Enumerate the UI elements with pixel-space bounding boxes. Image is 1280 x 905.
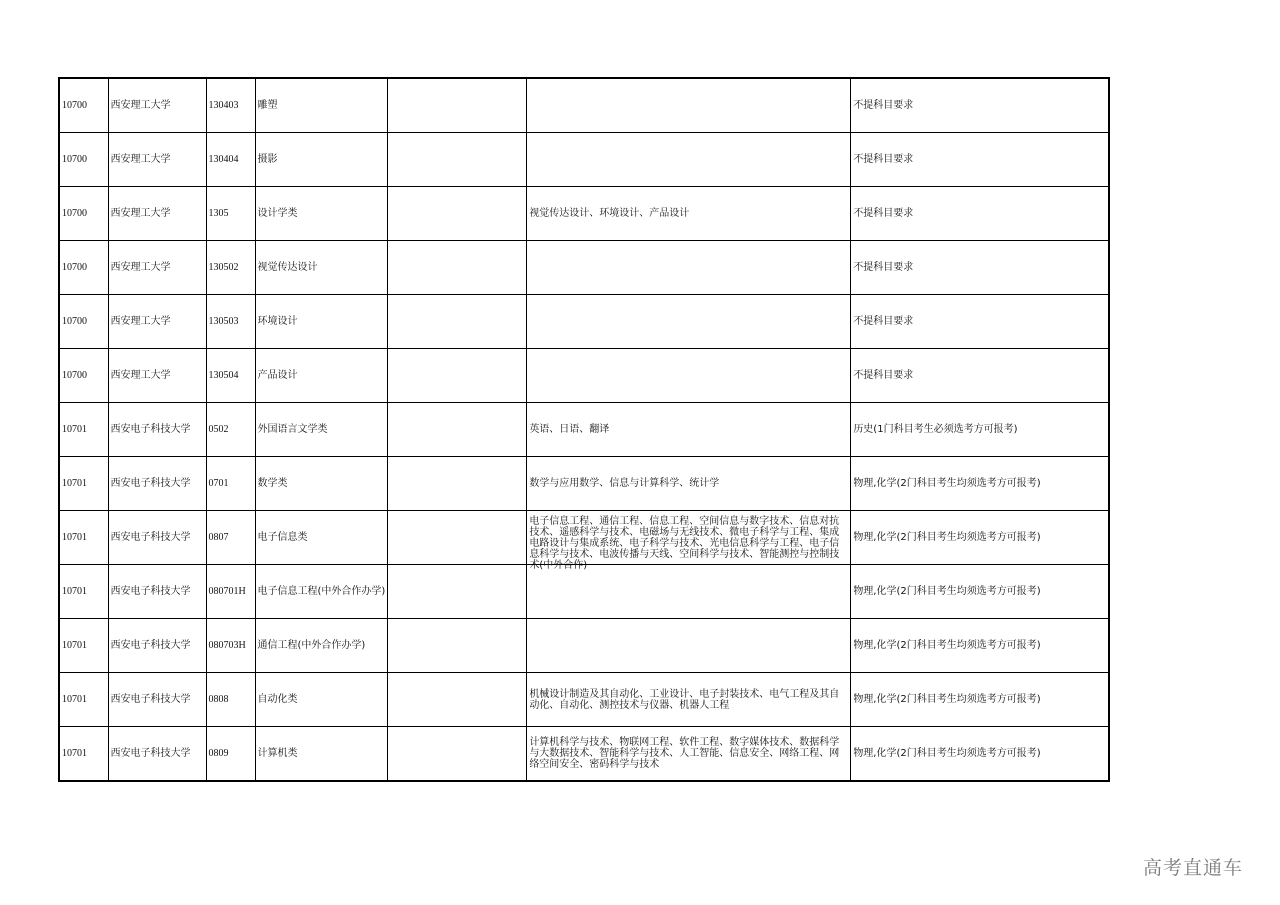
- table-row: [59, 457, 1109, 511]
- subject-requirement-cell: 不提科目要求: [851, 133, 1109, 187]
- major-code-cell: 130403: [206, 78, 255, 133]
- school-name-cell: 西安理工大学: [108, 241, 206, 295]
- included-majors-cell: [527, 241, 851, 295]
- included-majors-cell: [527, 457, 851, 511]
- blank-col-cell: [388, 727, 527, 782]
- school-name-cell: 西安理工大学: [108, 133, 206, 187]
- school-code-cell: 10701: [59, 457, 108, 511]
- school-code-cell: 10701: [59, 673, 108, 727]
- included-majors-text: 计算机科学与技术、物联网工程、软件工程、数字媒体技术、数据科学与大数据技术、智能科学与技术、人工智能、信息安全、网络工程、网络空间安全、密码科学与技术: [529, 737, 840, 770]
- major-name-cell: 环境设计: [255, 295, 388, 349]
- major-name-cell: 电子信息类: [255, 511, 388, 565]
- included-majors-cell: [527, 133, 851, 187]
- table-row: [59, 133, 1109, 187]
- major-code-cell: 0808: [206, 673, 255, 727]
- blank-col-cell: [388, 511, 527, 565]
- major-code-cell: 0809: [206, 727, 255, 782]
- table-row: [59, 241, 1109, 295]
- major-code-cell: 080701H: [206, 565, 255, 619]
- subject-requirement-cell: 历史(1门科目考生必须选考方可报考): [851, 403, 1109, 457]
- watermark-text: 高考直通车: [1143, 857, 1244, 879]
- subject-requirement-cell: 不提科目要求: [851, 241, 1109, 295]
- table-body: [59, 78, 1109, 781]
- included-majors-cell: [527, 295, 851, 349]
- enrollment-table: [58, 77, 1110, 782]
- school-code-cell: 10700: [59, 78, 108, 133]
- major-code-cell: 0701: [206, 457, 255, 511]
- major-code-cell: 0807: [206, 511, 255, 565]
- major-code-cell: 080703H: [206, 619, 255, 673]
- major-name-cell: 数学类: [255, 457, 388, 511]
- school-name-cell: 西安电子科技大学: [108, 511, 206, 565]
- school-name-cell: 西安电子科技大学: [108, 565, 206, 619]
- blank-col-cell: [388, 565, 527, 619]
- major-name-cell: 视觉传达设计: [255, 241, 388, 295]
- subject-requirement-cell: 物理,化学(2门科目考生均须选考方可报考): [851, 511, 1109, 565]
- major-name-cell: 自动化类: [255, 673, 388, 727]
- school-name-cell: 西安理工大学: [108, 349, 206, 403]
- major-code-cell: 130504: [206, 349, 255, 403]
- school-code-cell: 10700: [59, 295, 108, 349]
- table-row: [59, 727, 1109, 782]
- subject-requirement-cell: 物理,化学(2门科目考生均须选考方可报考): [851, 457, 1109, 511]
- table-row: [59, 78, 1109, 133]
- school-code-cell: 10700: [59, 187, 108, 241]
- major-name-cell: 设计学类: [255, 187, 388, 241]
- school-name-cell: 西安电子科技大学: [108, 403, 206, 457]
- school-code-cell: 10700: [59, 133, 108, 187]
- blank-col-cell: [388, 457, 527, 511]
- blank-col-cell: [388, 619, 527, 673]
- school-name-cell: 西安理工大学: [108, 78, 206, 133]
- major-name-cell: 雕塑: [255, 78, 388, 133]
- included-majors-cell: [527, 727, 851, 782]
- blank-col-cell: [388, 403, 527, 457]
- school-name-cell: 西安电子科技大学: [108, 619, 206, 673]
- included-majors-cell: [527, 673, 851, 727]
- blank-col-cell: [388, 187, 527, 241]
- major-code-cell: 130503: [206, 295, 255, 349]
- table-row: [59, 403, 1109, 457]
- major-name-cell: 产品设计: [255, 349, 388, 403]
- included-majors-cell: [527, 187, 851, 241]
- included-majors-text: 英语、日语、翻译: [529, 424, 610, 435]
- included-majors-text: 数学与应用数学、信息与计算科学、统计学: [529, 478, 720, 489]
- school-name-cell: 西安电子科技大学: [108, 673, 206, 727]
- included-majors-cell: [527, 619, 851, 673]
- school-code-cell: 10701: [59, 565, 108, 619]
- included-majors-text: 视觉传达设计、环境设计、产品设计: [529, 208, 690, 219]
- included-majors-cell: [527, 78, 851, 133]
- table-row: [59, 619, 1109, 673]
- included-majors-text: 电子信息工程、通信工程、信息工程、空间信息与数字技术、信息对抗技术、遥感科学与技术、电磁场与无线技术、微电子科学与工程、集成电路设计与集成系统、电子科学与技术、光电信息科学与工程、电子信息科学与技术、电波传播与天线、空间科学与技术、智能测控与控制技术(中外合作): [529, 515, 840, 571]
- included-majors-cell: [527, 511, 851, 571]
- major-code-cell: 130404: [206, 133, 255, 187]
- major-code-cell: 0502: [206, 403, 255, 457]
- table-row: [59, 295, 1109, 349]
- major-code-cell: 1305: [206, 187, 255, 241]
- subject-requirement-cell: 物理,化学(2门科目考生均须选考方可报考): [851, 673, 1109, 727]
- major-name-cell: 外国语言文学类: [255, 403, 388, 457]
- school-code-cell: 10701: [59, 727, 108, 782]
- school-code-cell: 10700: [59, 349, 108, 403]
- blank-col-cell: [388, 241, 527, 295]
- major-code-cell: 130502: [206, 241, 255, 295]
- included-majors-text: 机械设计制造及其自动化、工业设计、电子封装技术、电气工程及其自动化、自动化、测控技术与仪器、机器人工程: [529, 688, 840, 711]
- subject-requirement-cell: 不提科目要求: [851, 349, 1109, 403]
- included-majors-cell: [527, 403, 851, 457]
- school-code-cell: 10701: [59, 403, 108, 457]
- table-row: [59, 511, 1109, 565]
- blank-col-cell: [388, 78, 527, 133]
- subject-requirement-cell: 不提科目要求: [851, 78, 1109, 133]
- subject-requirement-cell: 不提科目要求: [851, 187, 1109, 241]
- subject-requirement-cell: 物理,化学(2门科目考生均须选考方可报考): [851, 565, 1109, 619]
- table-row: [59, 673, 1109, 727]
- major-name-cell: 计算机类: [255, 727, 388, 782]
- included-majors-cell: [527, 349, 851, 403]
- blank-col-cell: [388, 133, 527, 187]
- subject-requirement-cell: 不提科目要求: [851, 295, 1109, 349]
- subject-requirement-cell: 物理,化学(2门科目考生均须选考方可报考): [851, 727, 1109, 782]
- table-row: [59, 349, 1109, 403]
- school-name-cell: 西安理工大学: [108, 295, 206, 349]
- school-name-cell: 西安电子科技大学: [108, 457, 206, 511]
- major-name-cell: 摄影: [255, 133, 388, 187]
- school-code-cell: 10701: [59, 619, 108, 673]
- major-name-cell: 电子信息工程(中外合作办学): [255, 565, 388, 619]
- school-name-cell: 西安电子科技大学: [108, 727, 206, 782]
- blank-col-cell: [388, 673, 527, 727]
- subject-requirement-cell: 物理,化学(2门科目考生均须选考方可报考): [851, 619, 1109, 673]
- school-name-cell: 西安理工大学: [108, 187, 206, 241]
- major-name-cell: 通信工程(中外合作办学): [255, 619, 388, 673]
- blank-col-cell: [388, 295, 527, 349]
- school-code-cell: 10701: [59, 511, 108, 565]
- school-code-cell: 10700: [59, 241, 108, 295]
- blank-col-cell: [388, 349, 527, 403]
- table-row: [59, 565, 1109, 619]
- table-row: [59, 187, 1109, 241]
- included-majors-cell: [527, 565, 851, 619]
